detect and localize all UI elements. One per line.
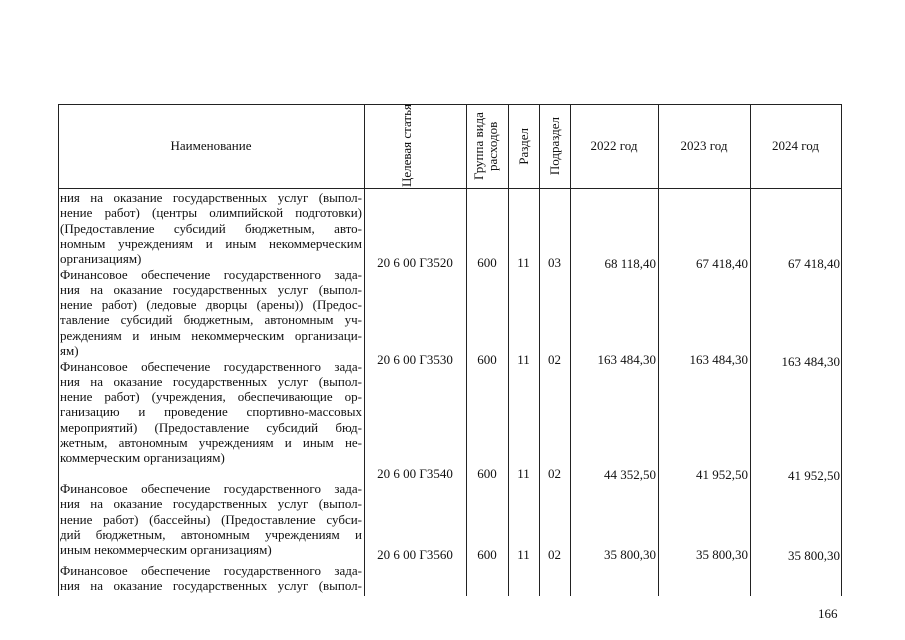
header-2023: 2023 год	[680, 138, 728, 153]
cell-2024: 41 952,50	[788, 468, 840, 483]
table-border-right	[841, 104, 842, 596]
header-2024: 2024 год	[772, 138, 819, 153]
page-number: 166	[818, 606, 838, 621]
cell-target: 20 6 00 Г3540	[377, 466, 453, 481]
header-target: Целевая статья	[399, 104, 414, 188]
cell-section: 11	[517, 547, 530, 562]
cell-target: 20 6 00 Г3530	[377, 352, 453, 367]
cell-group: 600	[477, 255, 497, 270]
cell-section: 11	[517, 352, 530, 367]
cell-subsection: 02	[548, 547, 561, 562]
cell-2024: 67 418,40	[788, 256, 840, 271]
header-name: Наименование	[170, 138, 252, 153]
cell-target: 20 6 00 Г3560	[377, 547, 453, 562]
cell-subsection: 02	[548, 466, 561, 481]
cell-2023: 35 800,30	[696, 547, 748, 562]
header-group: Группа вида расходов	[471, 112, 500, 180]
header-divider	[58, 188, 841, 189]
cell-2022: 163 484,30	[597, 352, 656, 367]
budget-table	[58, 104, 841, 596]
cell-2023: 163 484,30	[689, 352, 748, 367]
cell-2022: 44 352,50	[604, 467, 656, 482]
table-row-name: Финансовое обеспечение государственного зада- ния на оказание государственных услуг (выпол- нение работ) (бассейны) (Предоставление субси- дий бюджетным, автономным учреждениям и иным некоммерческим организациям)	[60, 481, 362, 558]
header-2022: 2022 год	[590, 138, 638, 153]
cell-target: 20 6 00 Г3520	[377, 255, 453, 270]
cell-group: 600	[477, 466, 497, 481]
cell-2022: 68 118,40	[604, 256, 656, 271]
table-row-name: Финансовое обеспечение государственного зада- ния на оказание государственных услуг (выпол-	[60, 563, 362, 594]
cell-2023: 41 952,50	[696, 467, 748, 482]
cell-section: 11	[517, 255, 530, 270]
cell-subsection: 02	[548, 352, 561, 367]
header-section: Раздел	[515, 127, 531, 165]
cell-2023: 67 418,40	[696, 256, 748, 271]
cell-2024: 35 800,30	[788, 548, 840, 563]
cell-group: 600	[477, 352, 497, 367]
cell-subsection: 03	[548, 255, 561, 270]
header-subsection: Подраздел	[546, 116, 562, 176]
table-row-name: Финансовое обеспечение государственного зада- ния на оказание государственных услуг (выпол- нение работ) (ледовые дворцы (арены)) (Предос- тавление субсидий бюджетным, автономным уч- реждениям и иным некоммерческим организаци- ям)	[60, 266, 362, 358]
table-row-name: ния на оказание государственных услуг (выпол- нение работ) (центры олимпийской подготовки) (Предоставление субсидий бюджетным, авто- номным учреждениям и иным некоммерческим организациям)	[60, 190, 362, 267]
cell-2022: 35 800,30	[604, 547, 656, 562]
cell-section: 11	[517, 466, 530, 481]
table-row-name: Финансовое обеспечение государственного зада- ния на оказание государственных услуг (выпол- нение работ) (учреждения, обеспечивающие ор- ганизацию и проведение спортивно-массовых мероприятий) (Предоставление субсидий бюд- жетным, автономным учреждениям и иным не- коммерческим организациям)	[60, 358, 362, 466]
cell-group: 600	[477, 547, 497, 562]
cell-2024: 163 484,30	[781, 354, 840, 369]
